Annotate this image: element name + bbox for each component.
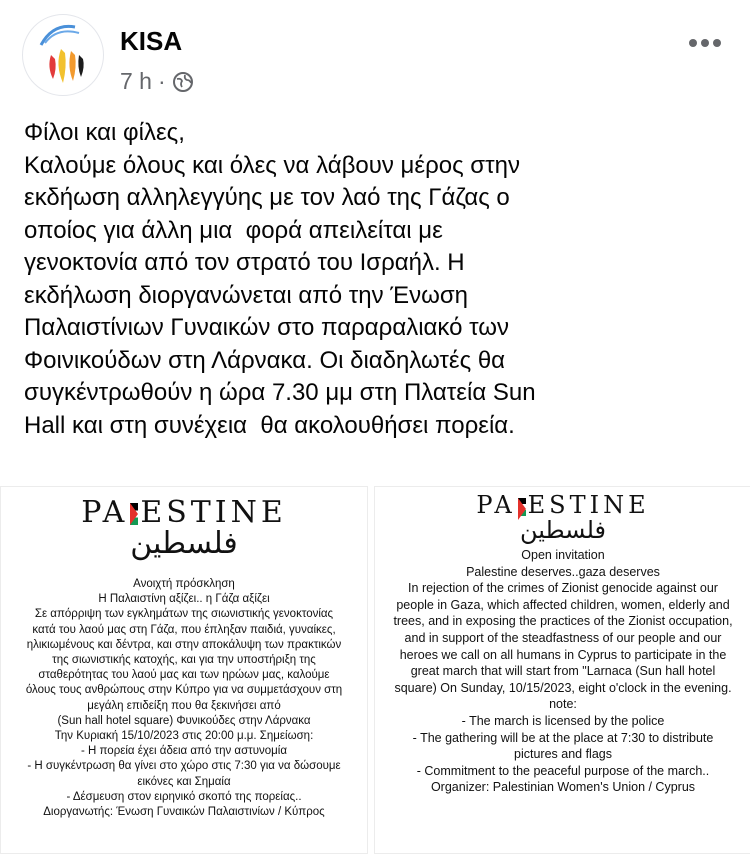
- palestine-logo: [1, 495, 367, 561]
- flyer-line: people in Gaza, which affected children, women, elderly and: [396, 597, 730, 612]
- flyer-line: square) On Sunday, 10/15/2023, eight o'clock in the evening.: [394, 680, 732, 695]
- flyer-line: Η Παλαιστίνη αξίζει.. η Γάζα αξίζει: [98, 593, 270, 606]
- post-time[interactable]: 7 h: [120, 68, 152, 94]
- logo-arabic: فلسطين: [519, 516, 607, 544]
- flyer-line: όλους τους ανθρώπους στην Κύπρο για να συμμετάσχουν στη: [25, 684, 343, 697]
- meta-separator: ·: [157, 68, 166, 94]
- kisa-logo-icon: [23, 15, 103, 95]
- post-text-line: Καλούμε όλους και όλες να λάβουν μέρος στην: [24, 151, 520, 179]
- flyer-line: note:: [549, 697, 577, 712]
- flyer-line: σταθερότητας του λαού μας και των ηρώων μας, καλούμε: [38, 669, 330, 682]
- flyer-line: trees, and in exposing the practices of the Zionist occupation,: [393, 614, 733, 629]
- flyer-text: [375, 547, 750, 796]
- flag-icon: [518, 498, 526, 516]
- post-text-line: οποίος για άλλη μια φορά απειλείται με: [24, 216, 443, 244]
- more-horizontal-icon: [688, 38, 722, 48]
- flyer-image-english[interactable]: [374, 486, 750, 854]
- flyer-line: - Η συγκέντρωση θα γίνει στο χώρο στις 7:30 για να δώσουμε: [27, 760, 341, 773]
- flyer-line: ηλικιωμένους και δέντρα, και στην αποκάλυψη των πρακτικών: [26, 638, 342, 651]
- flyer-line: εικόνες και Σημαία: [137, 775, 231, 788]
- flyer-line: της σιωνιστικής κατοχής, και για την υποστήριξη της: [52, 654, 316, 667]
- flyer-line: heroes we call on all humans in Cyprus to participate in the: [399, 647, 727, 662]
- flyer-line: - The march is licensed by the police: [461, 713, 665, 728]
- post-text-line: συγκέντρωθούν η ώρα 7.30 μμ στη Πλατεία Sun: [24, 379, 536, 406]
- author-name[interactable]: KISA: [120, 26, 183, 56]
- palestine-logo: [375, 491, 750, 544]
- flyer-line: - Η πορεία έχει άδεια από την αστυνομία: [81, 745, 287, 758]
- post-text-line: Hall και στη συνέχεια θα ακολουθήσει πορεία.: [24, 411, 515, 439]
- flyer-line: κατά του λαού μας στη Γάζα, που έπληξαν παιδιά, γυναίκες,: [32, 623, 336, 636]
- logo-latin-part: PA: [81, 495, 129, 530]
- flyer-line: Ανοιχτή πρόσκληση: [133, 578, 235, 590]
- flyer-line: - Δέσμευση στον ειρηνικό σκοπό της πορείας..: [66, 790, 302, 803]
- globe-icon: [172, 71, 194, 93]
- flyer-line: Open invitation: [521, 548, 605, 562]
- post-text-line: Παλαιστίνιων Γυναικών στο παραραλιακό των: [24, 314, 510, 341]
- flyer-line: (Sun hall hotel square) Φυνικούδες στην Λάρνακα: [57, 714, 311, 727]
- flyer-text: [1, 577, 367, 820]
- flyer-line: Σε απόρριψη των εγκλημάτων της σιωνιστικής γενοκτονίας: [34, 608, 334, 621]
- flyer-line: great march that will start from "Larnaca (Sun hall hotel: [410, 664, 716, 679]
- post-text-line: Φοινικούδων στη Λάρνακα. Οι διαδηλωτές θα: [24, 346, 506, 374]
- logo-arabic: فلسطين: [130, 526, 238, 561]
- flyer-line: - Commitment to the peaceful purpose of the march..: [416, 763, 710, 778]
- flyer-line: pictures and flags: [514, 747, 612, 762]
- flyer-line: Organizer: Palestinian Women's Union / Cyprus: [430, 780, 696, 795]
- flyer-line: Διοργανωτής: Ένωση Γυναικών Παλαιστινίων / Κύπρος: [43, 806, 325, 819]
- flag-icon: [130, 503, 138, 525]
- flyer-image-greek[interactable]: [0, 486, 368, 854]
- flyer-line: Την Κυριακή 15/10/2023 στις 20:00 μ.μ. Σημείωση:: [54, 730, 314, 743]
- post-meta: [120, 68, 194, 95]
- flyer-line: In rejection of the crimes of Zionist genocide against our: [408, 581, 718, 596]
- avatar[interactable]: [22, 14, 104, 96]
- post-text-line: γενοκτονία από τον στρατό του Ισραήλ. Η: [24, 249, 465, 276]
- logo-latin-part: ESTINE: [140, 495, 287, 530]
- logo-latin-part: PA: [476, 491, 516, 519]
- logo-latin-part: ESTINE: [527, 491, 650, 519]
- post-text: [24, 117, 724, 442]
- post-text-line: εκδήλωση διοργανώνεται από την Ένωση: [24, 281, 468, 309]
- post-text-line: εκδήωση αλληλεγγύης με τον λαό της Γάζας ο: [24, 184, 510, 211]
- post-text-line: Φίλοι και φίλες,: [24, 119, 185, 146]
- flyer-line: Palestine deserves..gaza deserves: [466, 564, 660, 579]
- flyer-line: μεγάλη επιδείξη που θα ξεκινήσει από: [87, 699, 281, 712]
- more-options-button[interactable]: [688, 22, 722, 56]
- flyer-line: - The gathering will be at the place at 7:30 to distribute: [412, 730, 714, 745]
- flyer-line: and in support of the steadfastness of our people and our: [404, 630, 722, 645]
